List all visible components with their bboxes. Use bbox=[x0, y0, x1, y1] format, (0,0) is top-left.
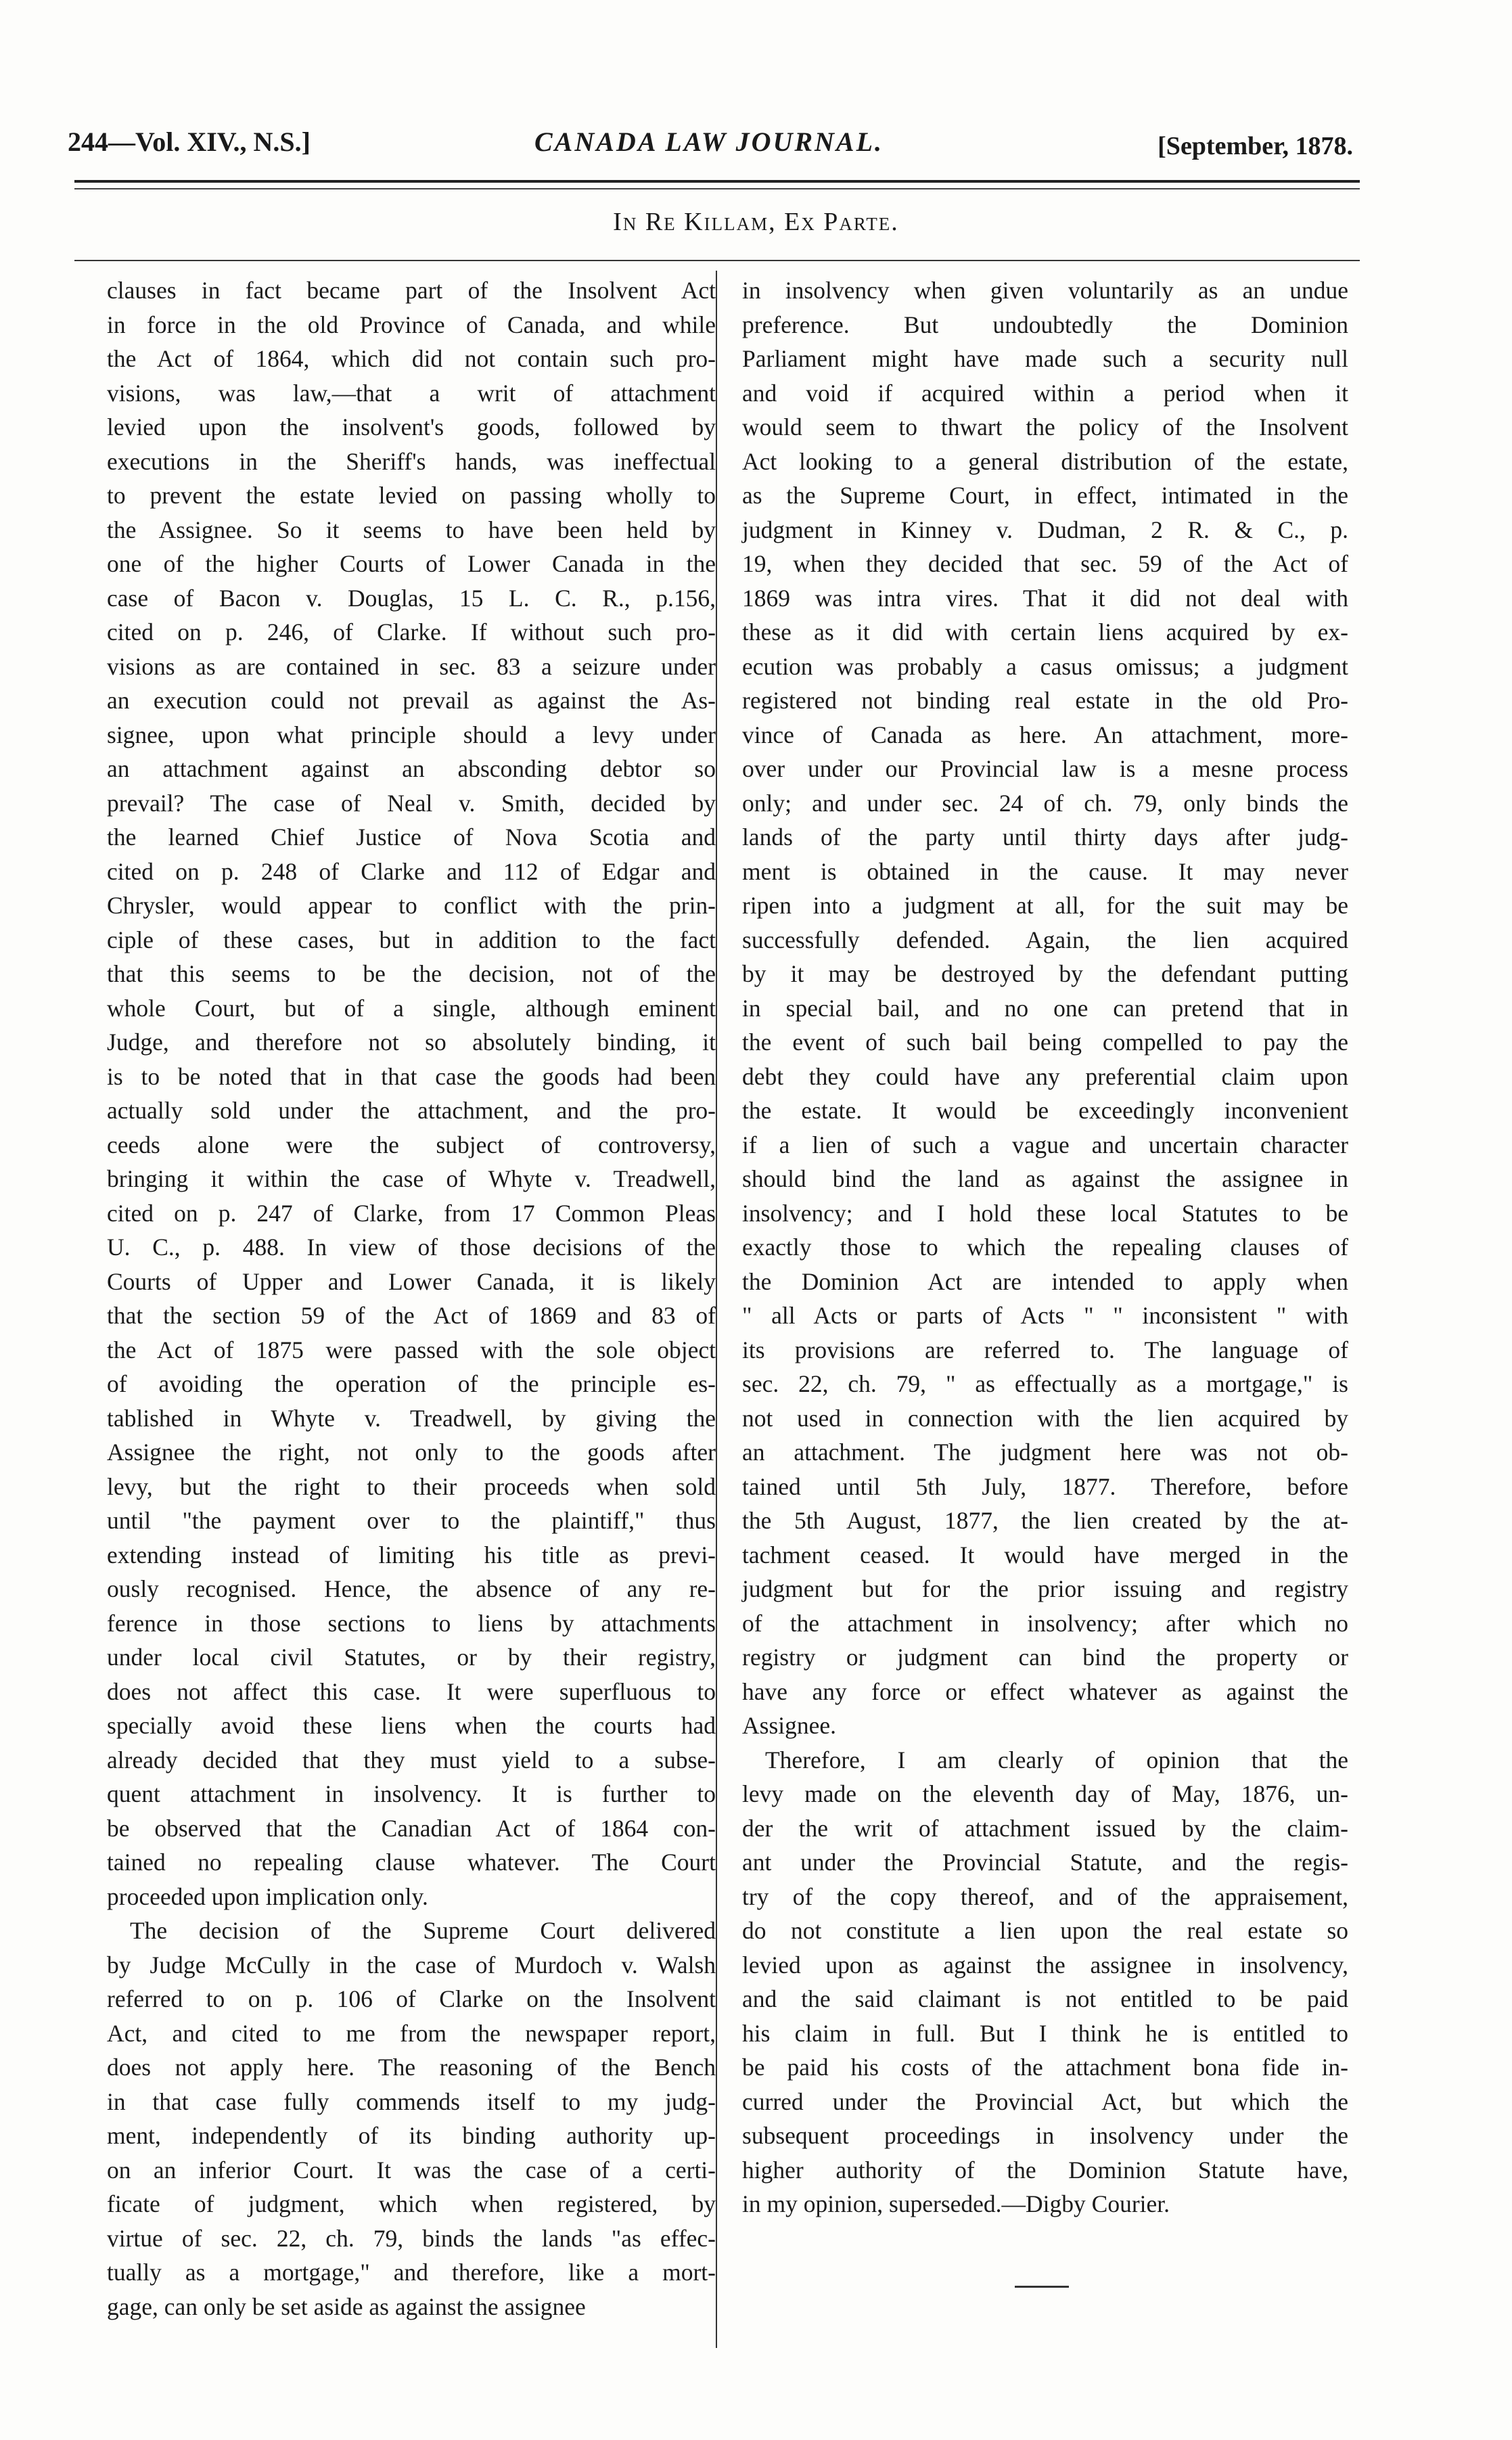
text-line: on an inferior Court. It was the case of a certi- bbox=[107, 2156, 716, 2184]
text-line: in that case fully commends itself to my judg- bbox=[107, 2087, 716, 2115]
text-line: try of the copy thereof, and of the appraisement, bbox=[742, 1882, 1348, 1910]
text-line: whole Court, but of a single, although eminent bbox=[107, 994, 716, 1022]
text-line: Act looking to a general distribution of the estate, bbox=[742, 447, 1348, 475]
text-line: have any force or effect whatever as against the bbox=[742, 1677, 1348, 1705]
text-line: of the attachment in insolvency; after which no bbox=[742, 1609, 1348, 1637]
text-line: virtue of sec. 22, ch. 79, binds the lands "as effec- bbox=[107, 2224, 716, 2252]
text-line: his claim in full. But I think he is entitled to bbox=[742, 2019, 1348, 2047]
text-line: levied upon the insolvent's goods, followed by bbox=[107, 413, 716, 440]
text-line: the Act of 1864, which did not contain such pro- bbox=[107, 345, 716, 372]
header-rule-thin bbox=[74, 188, 1360, 189]
text-line: clauses in fact became part of the Insolvent Act bbox=[107, 277, 716, 304]
text-line: does not apply here. The reasoning of the Bench bbox=[107, 2054, 716, 2081]
text-line: proceeded upon implication only. bbox=[107, 1882, 428, 1910]
text-line: the learned Chief Justice of Nova Scotia and bbox=[107, 823, 716, 851]
text-line: tually as a mortgage," and therefore, like a mort- bbox=[107, 2259, 716, 2286]
text-line: specially avoid these liens when the courts had bbox=[107, 1712, 716, 1739]
text-line: the Dominion Act are intended to apply when bbox=[742, 1267, 1348, 1295]
text-line: cited on p. 247 of Clarke, from 17 Common Pleas bbox=[107, 1199, 716, 1227]
text-line: extending instead of limiting his title as previ- bbox=[107, 1541, 716, 1568]
text-line: ment, independently of its binding authority up- bbox=[107, 2122, 716, 2149]
text-line: be paid his costs of the attachment bona fide in- bbox=[742, 2054, 1348, 2081]
left-column bbox=[107, 273, 716, 2324]
text-line: Assignee the right, not only to the goods after bbox=[107, 1439, 716, 1466]
text-line: ripen into a judgment at all, for the suit may be bbox=[742, 892, 1348, 919]
text-line: of avoiding the operation of the principle es- bbox=[107, 1370, 716, 1397]
text-line: der the writ of attachment issued by the claim- bbox=[742, 1814, 1348, 1842]
text-line: Therefore, I am clearly of opinion that the bbox=[765, 1746, 1348, 1773]
text-line: ecution was probably a casus omissus; a judgment bbox=[742, 652, 1348, 680]
text-line: by it may be destroyed by the defendant putting bbox=[742, 960, 1348, 987]
text-line: if a lien of such a vague and uncertain character bbox=[742, 1131, 1348, 1158]
text-line: Parliament might have made such a security null bbox=[742, 345, 1348, 372]
text-line: subsequent proceedings in insolvency under the bbox=[742, 2122, 1348, 2149]
end-rule bbox=[1015, 2286, 1069, 2288]
text-line: signee, upon what principle should a levy under bbox=[107, 721, 716, 748]
text-line: " all Acts or parts of Acts " " inconsistent " with bbox=[742, 1302, 1348, 1329]
text-line: ment is obtained in the cause. It may never bbox=[742, 857, 1348, 885]
text-line: tachment ceased. It would have merged in the bbox=[742, 1541, 1348, 1568]
text-line: Assignee. bbox=[742, 1712, 837, 1739]
text-line: case of Bacon v. Douglas, 15 L. C. R., p.156, bbox=[107, 584, 716, 612]
text-line: insolvency; and I hold these local Statutes to be bbox=[742, 1199, 1348, 1227]
text-line: ant under the Provincial Statute, and the regis- bbox=[742, 1849, 1348, 1876]
text-line: registry or judgment can bind the property or bbox=[742, 1644, 1348, 1671]
text-line: in my opinion, superseded.—Digby Courier. bbox=[742, 2190, 1170, 2217]
text-line: U. C., p. 488. In view of those decisions of the bbox=[107, 1234, 716, 1261]
text-line: levy made on the eleventh day of May, 1876, un- bbox=[742, 1780, 1348, 1807]
text-line: ference in those sections to liens by attachments bbox=[107, 1609, 716, 1637]
text-line: the Act of 1875 were passed with the sole object bbox=[107, 1336, 716, 1363]
text-line: quent attachment in insolvency. It is further to bbox=[107, 1780, 716, 1807]
text-line: executions in the Sheriff's hands, was ineffectual bbox=[107, 447, 716, 475]
text-line: in force in the old Province of Canada, and while bbox=[107, 311, 716, 338]
right-column bbox=[742, 273, 1348, 2221]
text-line: visions as are contained in sec. 83 a seizure under bbox=[107, 652, 716, 680]
text-line: Courts of Upper and Lower Canada, it is likely bbox=[107, 1267, 716, 1295]
text-line: does not affect this case. It were superfluous to bbox=[107, 1677, 716, 1705]
text-line: gage, can only be set aside as against the assignee bbox=[107, 2292, 586, 2320]
text-line: under local civil Statutes, or by their registry, bbox=[107, 1644, 716, 1671]
text-line: the estate. It would be exceedingly inconvenient bbox=[742, 1097, 1348, 1124]
text-line: an attachment against an absconding debtor so bbox=[107, 755, 716, 782]
text-line: curred under the Provincial Act, but which the bbox=[742, 2087, 1348, 2115]
text-line: bringing it within the case of Whyte v. Treadwell, bbox=[107, 1165, 716, 1192]
text-line: lands of the party until thirty days after judg- bbox=[742, 823, 1348, 851]
text-line: 19, when they decided that sec. 59 of the Act of bbox=[742, 550, 1348, 577]
text-line: the Assignee. So it seems to have been held by bbox=[107, 516, 716, 543]
issue-date: [September, 1878. bbox=[1158, 132, 1353, 160]
text-line: prevail? The case of Neal v. Smith, decided by bbox=[107, 789, 716, 817]
text-line: debt they could have any preferential claim upon bbox=[742, 1062, 1348, 1090]
text-line: over under our Provincial law is a mesne process bbox=[742, 755, 1348, 782]
text-line: to prevent the estate levied on passing wholly to bbox=[107, 482, 716, 509]
text-line: registered not binding real estate in the old Pro- bbox=[742, 687, 1348, 714]
text-line: in insolvency when given voluntarily as an undue bbox=[742, 277, 1348, 304]
text-line: is to be noted that in that case the goods had been bbox=[107, 1062, 716, 1090]
text-line: in special bail, and no one can pretend that in bbox=[742, 994, 1348, 1022]
text-line: that the section 59 of the Act of 1869 and 83 of bbox=[107, 1302, 716, 1329]
text-line: judgment in Kinney v. Dudman, 2 R. & C., p. bbox=[742, 516, 1348, 543]
text-line: its provisions are referred to. The language of bbox=[742, 1336, 1348, 1363]
text-line: be observed that the Canadian Act of 1864 con- bbox=[107, 1814, 716, 1842]
text-line: tained until 5th July, 1877. Therefore, before bbox=[742, 1472, 1348, 1500]
text-line: ciple of these cases, but in addition to the fact bbox=[107, 926, 716, 953]
text-line: that this seems to be the decision, not of the bbox=[107, 960, 716, 987]
journal-title: CANADA LAW JOURNAL. bbox=[534, 127, 884, 157]
header-rule-thick bbox=[74, 180, 1360, 183]
text-line: actually sold under the attachment, and the pro- bbox=[107, 1097, 716, 1124]
text-line: ously recognised. Hence, the absence of any re- bbox=[107, 1575, 716, 1602]
subtitle-rule bbox=[74, 260, 1360, 261]
case-title: In Re Killam, Ex Parte. bbox=[613, 208, 899, 236]
text-line: vince of Canada as here. An attachment, more- bbox=[742, 721, 1348, 748]
text-line: tained no repealing clause whatever. The Court bbox=[107, 1849, 716, 1876]
text-line: only; and under sec. 24 of ch. 79, only binds the bbox=[742, 789, 1348, 817]
text-line: judgment but for the prior issuing and registry bbox=[742, 1575, 1348, 1602]
text-line: should bind the land as against the assignee in bbox=[742, 1165, 1348, 1192]
text-line: would seem to thwart the policy of the Insolvent bbox=[742, 413, 1348, 440]
text-line: these as it did with certain liens acquired by ex- bbox=[742, 618, 1348, 646]
text-line: levied upon as against the assignee in insolvency, bbox=[742, 1951, 1348, 1979]
text-line: levy, but the right to their proceeds when sold bbox=[107, 1472, 716, 1500]
page-header bbox=[68, 126, 1353, 173]
text-line: successfully defended. Again, the lien acquired bbox=[742, 926, 1348, 953]
text-line: referred to on p. 106 of Clarke on the Insolvent bbox=[107, 1985, 716, 2012]
text-line: already decided that they must yield to a subse- bbox=[107, 1746, 716, 1773]
text-line: by Judge McCully in the case of Murdoch v. Walsh bbox=[107, 1951, 716, 1979]
text-line: preference. But undoubtedly the Dominion bbox=[742, 311, 1348, 338]
text-line: sec. 22, ch. 79, " as effectually as a mortgage," is bbox=[742, 1370, 1348, 1397]
text-line: The decision of the Supreme Court delivered bbox=[130, 1917, 716, 1944]
text-line: cited on p. 248 of Clarke and 112 of Edgar and bbox=[107, 857, 716, 885]
column-divider bbox=[716, 271, 717, 2348]
text-line: and void if acquired within a period when it bbox=[742, 379, 1348, 407]
text-line: until "the payment over to the plaintiff," thus bbox=[107, 1507, 716, 1534]
text-line: Act, and cited to me from the newspaper report, bbox=[107, 2019, 716, 2047]
text-line: Judge, and therefore not so absolutely binding, it bbox=[107, 1029, 716, 1056]
text-line: cited on p. 246, of Clarke. If without such pro- bbox=[107, 618, 716, 646]
volume-label: 244—Vol. XIV., N.S.] bbox=[68, 127, 311, 157]
text-line: visions, was law,—that a writ of attachment bbox=[107, 379, 716, 407]
text-line: do not constitute a lien upon the real estate so bbox=[742, 1917, 1348, 1944]
text-line: 1869 was intra vires. That it did not deal with bbox=[742, 584, 1348, 612]
text-line: as the Supreme Court, in effect, intimated in the bbox=[742, 482, 1348, 509]
text-line: not used in connection with the lien acquired by bbox=[742, 1404, 1348, 1432]
text-line: one of the higher Courts of Lower Canada in the bbox=[107, 550, 716, 577]
text-line: an execution could not prevail as against the As- bbox=[107, 687, 716, 714]
text-line: and the said claimant is not entitled to be paid bbox=[742, 1985, 1348, 2012]
text-line: tablished in Whyte v. Treadwell, by giving the bbox=[107, 1404, 716, 1432]
text-line: the 5th August, 1877, the lien created by the at- bbox=[742, 1507, 1348, 1534]
text-line: an attachment. The judgment here was not ob- bbox=[742, 1439, 1348, 1466]
text-line: exactly those to which the repealing clauses of bbox=[742, 1234, 1348, 1261]
text-line: ficate of judgment, which when registered, by bbox=[107, 2190, 716, 2217]
text-line: the event of such bail being compelled to pay the bbox=[742, 1029, 1348, 1056]
text-line: Chrysler, would appear to conflict with the prin- bbox=[107, 892, 716, 919]
text-line: higher authority of the Dominion Statute have, bbox=[742, 2156, 1348, 2184]
text-line: ceeds alone were the subject of controversy, bbox=[107, 1131, 716, 1158]
